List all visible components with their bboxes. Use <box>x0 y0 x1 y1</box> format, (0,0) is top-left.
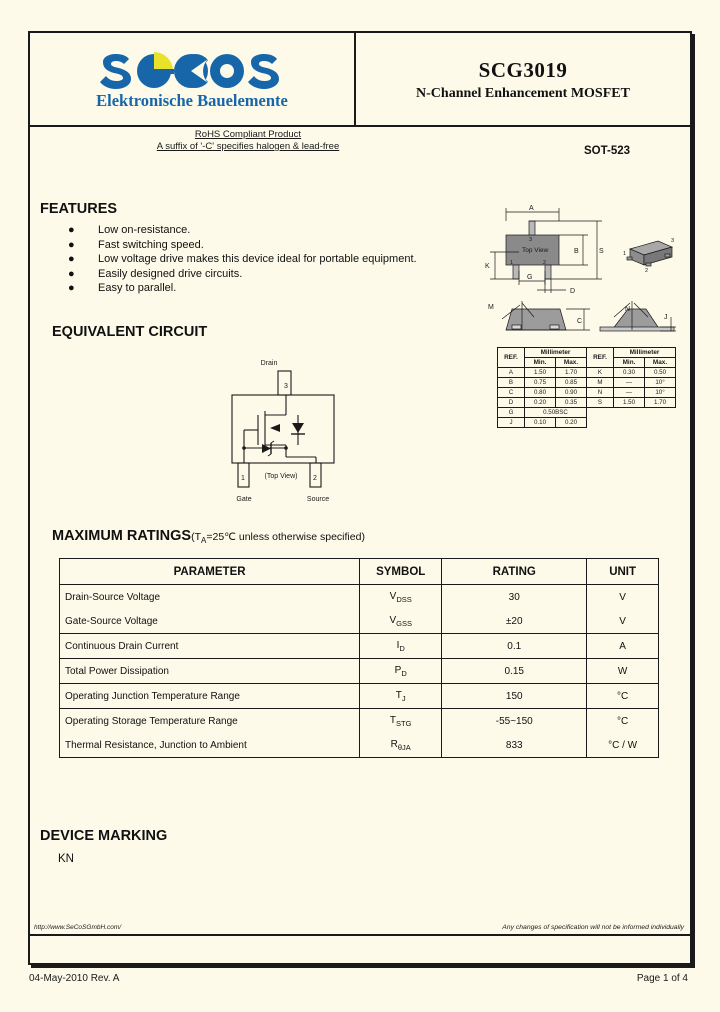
dim-header-ref-left: REF. <box>498 348 525 368</box>
maximum-ratings-table <box>59 558 659 758</box>
top-pin-1: 1 <box>510 260 514 266</box>
rating-symbol: $R_{\theta JA}$ <box>360 733 442 758</box>
equivalent-circuit-heading: EQUIVALENT CIRCUIT <box>52 324 208 340</box>
table-header-row <box>60 559 659 585</box>
rohs-line-1: RoHS Compliant Product <box>194 129 302 140</box>
maximum-ratings-heading <box>52 528 365 545</box>
drain-pin-number: 3 <box>284 383 288 390</box>
dim-label-a: A <box>529 205 534 212</box>
rating-value: 30 <box>442 585 587 610</box>
dim-min: 1.50 <box>525 368 556 378</box>
rating-unit: °C <box>587 709 659 734</box>
package-name-label: SOT-523 <box>583 145 631 157</box>
rohs-band <box>30 127 690 173</box>
rating-parameter: Gate-Source Voltage <box>60 609 360 634</box>
bullet-icon: ● <box>68 238 75 251</box>
dim-max: 0.50 <box>645 368 676 378</box>
table-row <box>498 398 676 408</box>
bullet-icon: ● <box>68 267 75 280</box>
device-marking-heading: DEVICE MARKING <box>40 828 168 844</box>
dim-min: 1.50 <box>614 398 645 408</box>
dim-max: 1.70 <box>645 398 676 408</box>
column-header-rating: RATING <box>442 559 587 585</box>
dim-label-g: G <box>527 274 533 281</box>
package-outline-drawing <box>482 197 682 347</box>
dim-ref: B <box>498 378 525 388</box>
dim-min: 0.80 <box>525 388 556 398</box>
dim-ref: G <box>498 408 525 418</box>
list-item <box>68 223 488 238</box>
dim-min: — <box>614 388 645 398</box>
table-row <box>60 733 659 758</box>
part-subtitle: N-Channel Enhancement MOSFET <box>416 86 630 101</box>
equivalent-circuit-svg <box>226 353 376 513</box>
drain-label: Drain <box>260 360 278 367</box>
rating-parameter: Drain-Source Voltage <box>60 585 360 610</box>
dim-label-d: D <box>570 288 576 295</box>
part-title-block <box>356 33 690 125</box>
dim-min: 0.30 <box>614 368 645 378</box>
table-row <box>498 348 676 358</box>
package-dimension-table <box>497 347 676 428</box>
bullet-icon: ● <box>68 224 75 236</box>
table-row <box>498 418 676 428</box>
list-item <box>68 252 488 267</box>
source-pin-number: 2 <box>313 475 317 482</box>
footer-date-revision: 04-May-2010 Rev. A <box>29 973 120 984</box>
gate-label: Gate <box>236 496 252 503</box>
rating-parameter: Total Power Dissipation <box>60 659 360 684</box>
rating-symbol: $V_{GSS}$ <box>360 609 442 634</box>
part-number: SCG3019 <box>478 58 568 82</box>
rating-parameter: Operating Junction Temperature Range <box>60 684 360 709</box>
footer-page-number: Page 1 of 4 <box>636 973 688 984</box>
package-drawing-svg <box>482 197 682 347</box>
document-header <box>30 33 690 127</box>
rating-value: -55~150 <box>442 709 587 734</box>
table-row <box>60 609 659 634</box>
column-header-parameter: PARAMETER <box>60 559 360 585</box>
dim-ref: M <box>587 378 614 388</box>
footer-url[interactable]: http://www.SeCoSGmbH.com/ <box>34 924 122 931</box>
rating-symbol: $P_D$ <box>360 659 442 684</box>
dim-label-j: J <box>664 314 668 321</box>
table-row <box>60 634 659 659</box>
bullet-icon: ● <box>68 253 75 265</box>
feature-text: Low voltage drive makes this device ideal for portable equipment. <box>98 253 417 265</box>
dim-min: 0.20 <box>525 398 556 408</box>
dim-max: 1.70 <box>556 368 587 378</box>
dim-min: 0.10 <box>525 418 556 428</box>
gate-pin-number: 1 <box>241 475 245 482</box>
footer-divider <box>30 934 690 936</box>
feature-text: Easy to parallel. <box>98 282 177 294</box>
dim-ref: N <box>587 388 614 398</box>
bullet-icon: ● <box>68 282 75 294</box>
table-row <box>60 585 659 610</box>
rating-value: 833 <box>442 733 587 758</box>
rating-symbol: $T_J$ <box>360 684 442 709</box>
rating-symbol: $T_{STG}$ <box>360 709 442 734</box>
dim-span: 0.50BSC <box>525 408 587 418</box>
dim-label-n: N <box>625 306 631 313</box>
dim-label-s: S <box>599 248 604 255</box>
maximum-ratings-condition: ($T_A=25℃$ unless otherwise specified) <box>191 531 365 546</box>
table-row <box>498 378 676 388</box>
dim-max: 10° <box>645 378 676 388</box>
dim-max: 0.20 <box>556 418 587 428</box>
dim-label-m: M <box>488 304 494 311</box>
table-row <box>498 408 676 418</box>
column-header-symbol: SYMBOL <box>360 559 442 585</box>
dim-header-unit-left: Millimeter <box>525 348 587 358</box>
dim-ref: A <box>498 368 525 378</box>
dim-max: 0.90 <box>556 388 587 398</box>
dim-header-max-left: Max. <box>556 358 587 368</box>
document-page-frame <box>28 31 692 965</box>
footer-disclaimer: Any changes of specification will not be informed individually <box>502 924 684 931</box>
dim-min: — <box>614 378 645 388</box>
rating-symbol: $I_D$ <box>360 634 442 659</box>
company-logo <box>30 33 356 125</box>
rating-unit: V <box>587 585 659 610</box>
list-item <box>68 267 488 282</box>
rating-unit: V <box>587 609 659 634</box>
dim-ref: J <box>498 418 525 428</box>
rating-unit: °C / W <box>587 733 659 758</box>
list-item <box>68 281 488 296</box>
rohs-line-2: A suffix of '-C' specifies halogen & lead-free <box>156 141 340 152</box>
list-item <box>68 238 488 253</box>
rating-value: ±20 <box>442 609 587 634</box>
dim-max: 10° <box>645 388 676 398</box>
dim-ref: K <box>587 368 614 378</box>
dim-label-k: K <box>485 263 490 270</box>
rating-unit: W <box>587 659 659 684</box>
feature-text: Easily designed drive circuits. <box>98 267 243 280</box>
table-row <box>498 368 676 378</box>
dim-max: 0.85 <box>556 378 587 388</box>
top-pin-2: 2 <box>543 260 547 266</box>
dim-header-min-left: Min. <box>525 358 556 368</box>
device-marking-value: KN <box>58 853 74 865</box>
dim-blank <box>645 418 676 428</box>
dim-ref: S <box>587 398 614 408</box>
top-pin-3: 3 <box>529 237 533 243</box>
features-list <box>68 223 488 296</box>
top-view-caption: Top View <box>522 247 549 254</box>
feature-text: Low on-resistance. <box>98 224 191 236</box>
rating-value: 0.15 <box>442 659 587 684</box>
dim-blank <box>587 418 614 428</box>
iso-pin-2: 2 <box>645 268 649 274</box>
table-row <box>60 684 659 709</box>
dim-header-min-right: Min. <box>614 358 645 368</box>
dim-blank <box>645 408 676 418</box>
dim-min: 0.75 <box>525 378 556 388</box>
iso-pin-1: 1 <box>623 251 627 257</box>
secos-wordmark-svg <box>99 48 285 94</box>
table-row <box>60 659 659 684</box>
rohs-notice <box>30 129 466 153</box>
iso-pin-3: 3 <box>671 238 675 244</box>
source-label: Source <box>306 496 330 503</box>
dim-header-unit-right: Millimeter <box>614 348 676 358</box>
dim-label-c: C <box>577 318 583 325</box>
dim-ref: C <box>498 388 525 398</box>
dim-blank <box>614 408 645 418</box>
rating-unit: A <box>587 634 659 659</box>
table-row <box>498 388 676 398</box>
secos-wordmark <box>99 48 285 94</box>
dim-blank <box>587 408 614 418</box>
rating-parameter: Thermal Resistance, Junction to Ambient <box>60 733 360 758</box>
rating-parameter: Continuous Drain Current <box>60 634 360 659</box>
top-view-label: (Top View) <box>264 473 298 480</box>
rating-value: 0.1 <box>442 634 587 659</box>
dim-header-ref-right: REF. <box>587 348 614 368</box>
column-header-unit: UNIT <box>587 559 659 585</box>
rating-symbol: $V_{DSS}$ <box>360 585 442 610</box>
equivalent-circuit-diagram <box>226 353 376 513</box>
dim-max: 0.35 <box>556 398 587 408</box>
table-row <box>60 709 659 734</box>
dim-blank <box>614 418 645 428</box>
dim-header-max-right: Max. <box>645 358 676 368</box>
rating-value: 150 <box>442 684 587 709</box>
dim-ref: D <box>498 398 525 408</box>
rating-unit: °C <box>587 684 659 709</box>
features-heading: FEATURES <box>40 201 118 217</box>
rating-parameter: Operating Storage Temperature Range <box>60 709 360 734</box>
feature-text: Fast switching speed. <box>98 238 204 251</box>
company-tagline: Elektronische Bauelemente <box>96 90 288 110</box>
maximum-ratings-title: MAXIMUM RATINGS <box>52 528 192 544</box>
dim-label-b: B <box>574 248 579 255</box>
